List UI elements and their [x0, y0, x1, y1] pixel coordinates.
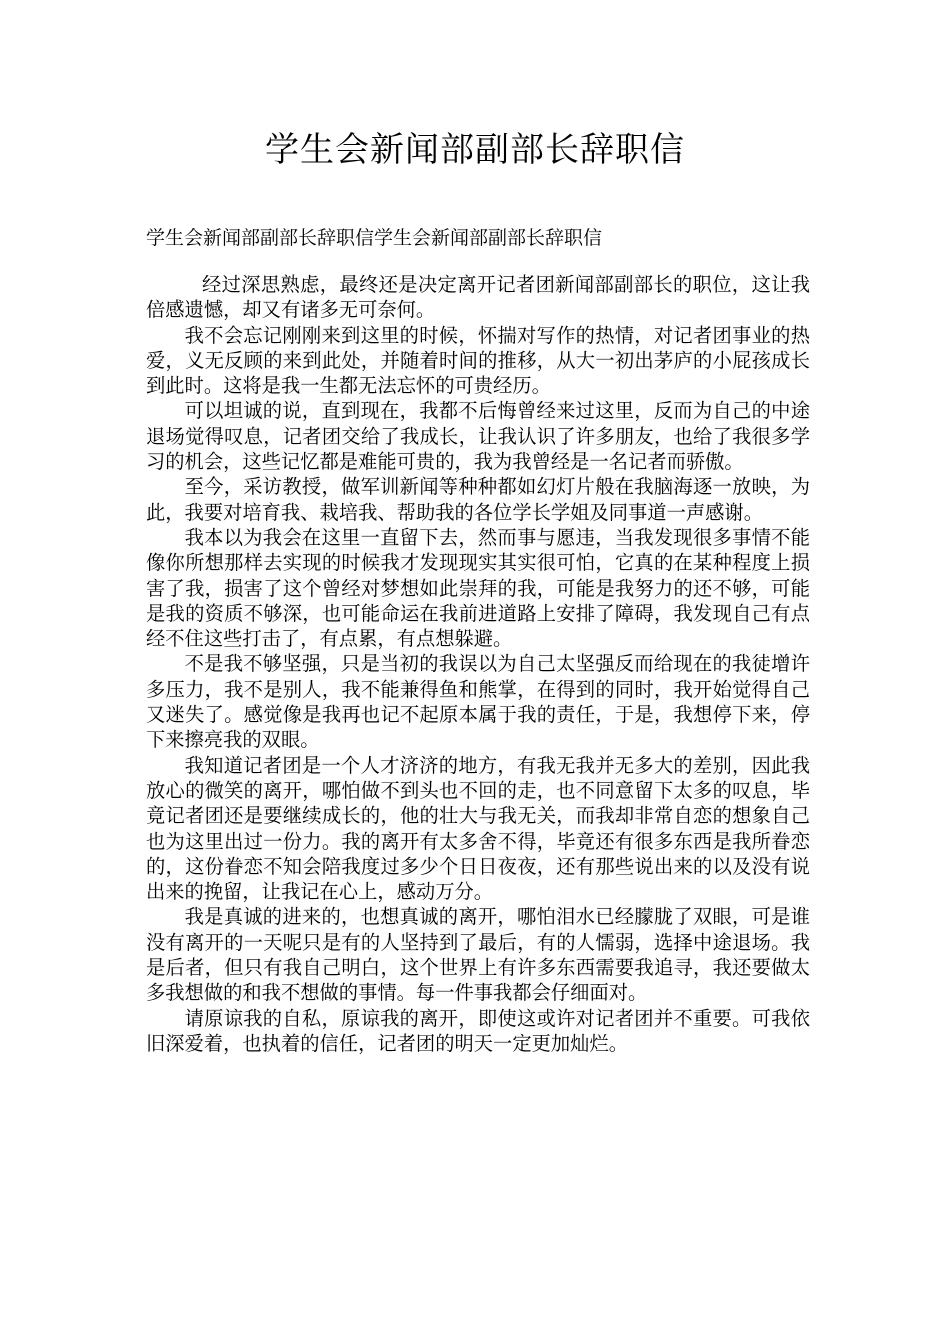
paragraph: 至今，采访教授，做军训新闻等种种都如幻灯片般在我脑海逐一放映，为此，我要对培育我、栽培我、帮助我的各位学长学姐及同事道一声感谢。: [146, 475, 810, 524]
paragraph: 可以坦诚的说，直到现在，我都不后悔曾经来过这里，反而为自己的中途退场觉得叹息，记者团交给了我成长，让我认识了许多朋友，也给了我很多学习的机会，这些记忆都是难能可贵的，我为我曾经是一名记者而骄傲。: [146, 399, 810, 474]
paragraph: 我不会忘记刚刚来到这里的时候，怀揣对写作的热情，对记者团事业的热爱，义无反顾的来到此处，并随着时间的推移，从大一初出茅庐的小屁孩成长到此时。这将是我一生都无法忘怀的可贵经历。: [146, 323, 810, 398]
paragraph: 我是真诚的进来的，也想真诚的离开，哪怕泪水已经朦胧了双眼，可是谁没有离开的一天呢只是有的人坚持到了最后，有的人懦弱，选择中途退场。我是后者，但只有我自己明白，这个世界上有许多东西需要我追寻，我还要做太多我想做的和我不想做的事情。每一件事我都会仔细面对。: [146, 905, 810, 1005]
paragraph: 不是我不够坚强，只是当初的我误以为自己太坚强反而给现在的我徒增许多压力，我不是别人，我不能兼得鱼和熊掌，在得到的同时，我开始觉得自己又迷失了。感觉像是我再也记不起原本属于我的责任，于是，我想停下来，停下来擦亮我的双眼。: [146, 652, 810, 752]
paragraph: 请原谅我的自私，原谅我的离开，即使这或许对记者团并不重要。可我依旧深爱着，也执着的信任，记者团的明天一定更加灿烂。: [146, 1006, 810, 1055]
paragraph: 经过深思熟虑，最终还是决定离开记者团新闻部副部长的职位，这让我倍感遗憾，却又有诸多无可奈何。: [146, 273, 810, 322]
document-subtitle: 学生会新闻部副部长辞职信学生会新闻部副部长辞职信: [146, 227, 603, 249]
document-title: 学生会新闻部副部长辞职信: [265, 130, 685, 170]
paragraph: 我本以为我会在这里一直留下去，然而事与愿违，当我发现很多事情不能像你所想那样去实现的时候我才发现现实其实很可怕，它真的在某种程度上损害了我，损害了这个曾经对梦想如此崇拜的我，可能是我努力的还不够，可能是我的资质不够深，也可能命运在我前进道路上安排了障碍，我发现自己有点经不住这些打击了，有点累，有点想躲避。: [146, 525, 810, 651]
document-body: [146, 272, 810, 1056]
paragraph: 我知道记者团是一个人才济济的地方，有我无我并无多大的差别，因此我放心的微笑的离开，哪怕做不到头也不回的走，也不同意留下太多的叹息，毕竟记者团还是要继续成长的，他的壮大与我无关，而我却非常自恋的想象自己也为这里出过一份力。我的离开有太多舍不得，毕竟还有很多东西是我所眷恋的，这份眷恋不知会陪我度过多少个日日夜夜，还有那些说出来的以及没有说出来的挽留，让我记在心上，感动万分。: [146, 753, 810, 904]
